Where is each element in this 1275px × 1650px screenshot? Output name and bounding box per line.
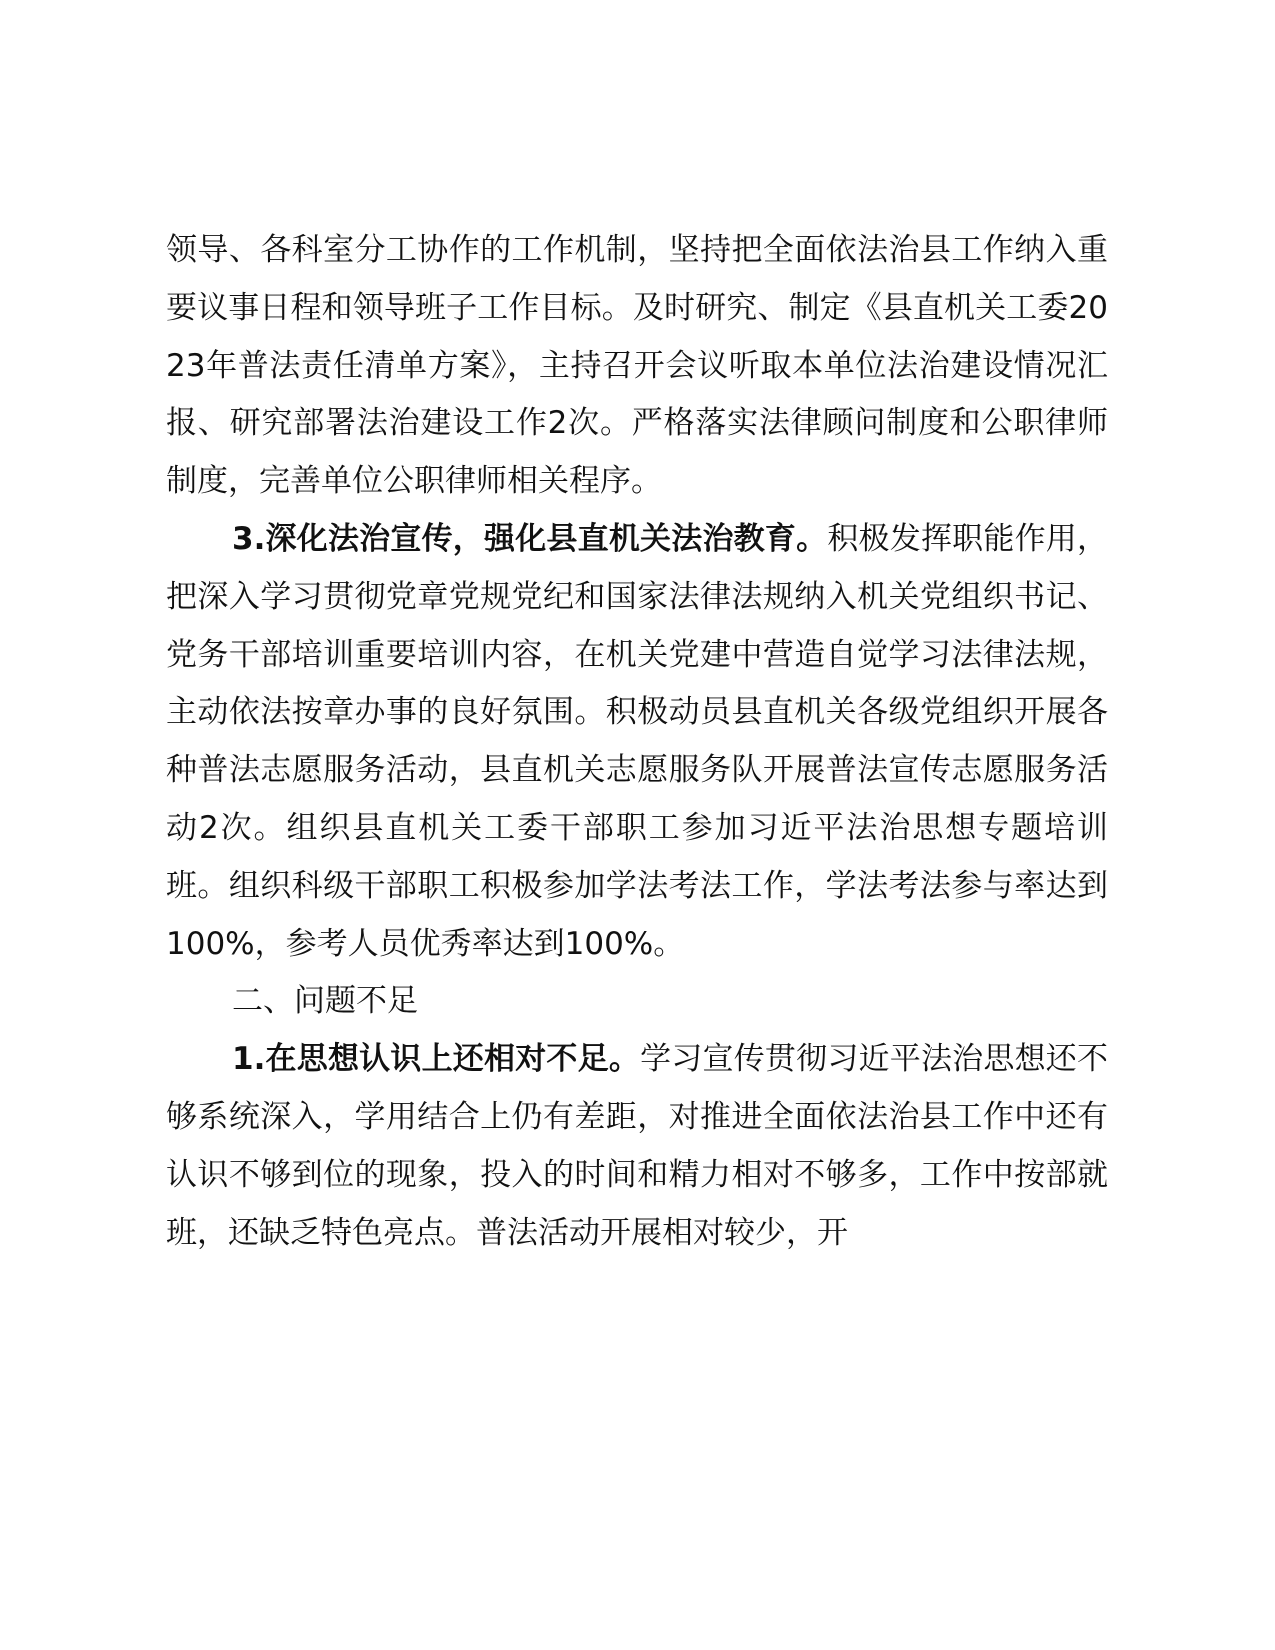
paragraph-legal-publicity — [166, 511, 1108, 973]
document-body — [166, 222, 1108, 1262]
paragraph-text: 领导、各科室分工协作的工作机制，坚持把全面依法治县工作纳入重要议事日程和领导班子工作目标。及时研究、制定《县直机关工委2023年普法责任清单方案》，主持召开会议听取本单位法治建设情况汇报、研究部署法治建设工作2次。严格落实法律顾问制度和公职律师制度，完善单位公职律师相关程序。 — [166, 232, 1108, 500]
paragraph-work-mechanism — [166, 222, 1108, 511]
paragraph-text: 学习宣传贯彻习近平法治思想还不够系统深入，学用结合上仍有差距，对推进全面依法治县工作中还有认识不够到位的现象，投入的时间和精力相对不够多，工作中按部就班，还缺乏特色亮点。普法活动开展相对较少，开 — [166, 1041, 1108, 1251]
paragraph-text: 积极发挥职能作用，把深入学习贯彻党章党规党纪和国家法律法规纳入机关党组织书记、党务干部培训重要培训内容，在机关党建中营造自觉学习法律法规，主动依法按章办事的良好氛围。积极动员县直机关各级党组织开展各种普法志愿服务活动，县直机关志愿服务队开展普法宣传志愿服务活动2次。组织县直机关工委干部职工参加习近平法治思想专题培训班。组织科级干部职工积极参加学法考法工作，学法考法参与率达到100%，参考人员优秀率达到100%。 — [166, 520, 1108, 962]
paragraph-ideological-understanding — [166, 1031, 1108, 1262]
section-heading-legal-publicity: 3.深化法治宣传，强化县直机关法治教育。 — [232, 520, 828, 557]
section-heading-ideological-understanding: 1.在思想认识上还相对不足。 — [232, 1041, 641, 1078]
section-title-text: 二、问题不足 — [232, 983, 418, 1020]
section-title-problems — [166, 973, 1108, 1031]
